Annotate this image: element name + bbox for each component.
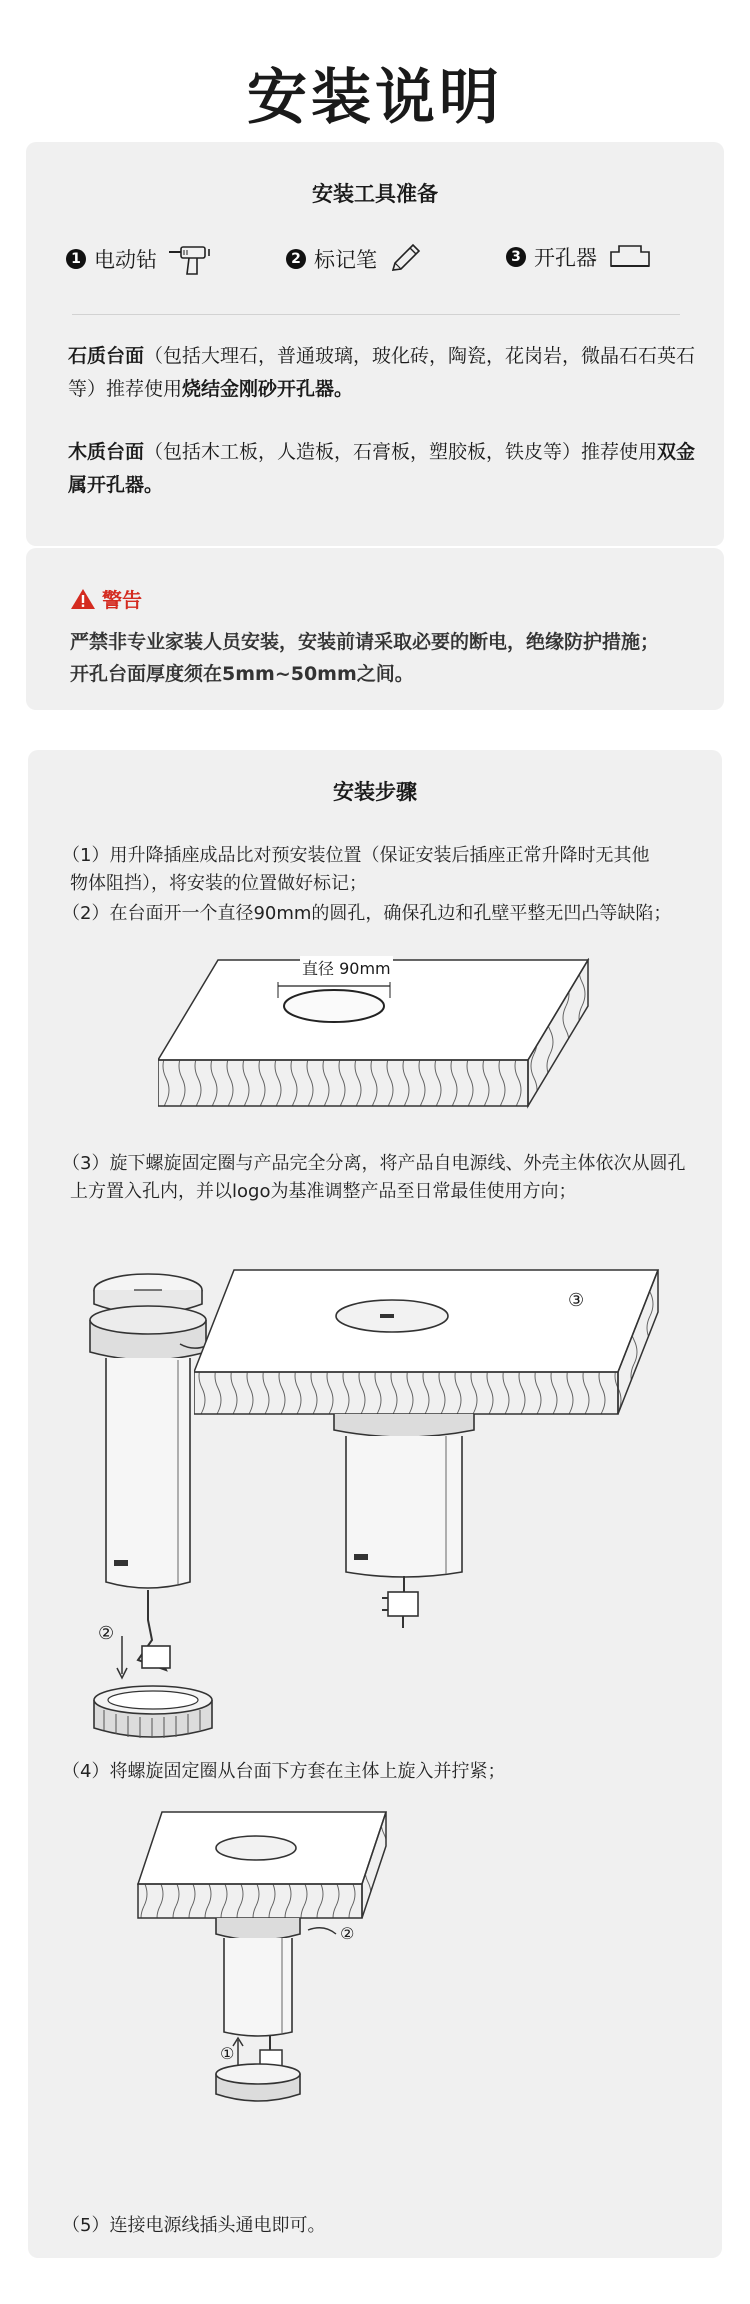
stone-emph: 烧结金刚砂开孔器。 — [182, 378, 354, 400]
marker-2: ② — [98, 1623, 115, 1644]
pencil-icon — [387, 242, 423, 276]
step-line: 物体阻挡），将安装的位置做好标记； — [70, 873, 367, 894]
installed-product-illustration — [194, 1268, 664, 1608]
divider — [72, 314, 680, 315]
tool-number: 3 — [506, 247, 526, 267]
stone-text: （包括大理石，普通玻璃，玻化砖，陶瓷，花岗岩，微晶石石英石等）推荐使用 — [68, 345, 696, 400]
warning-line: 开孔台面厚度须在5mm~50mm之间。 — [70, 663, 414, 685]
tool-label: 电动钻 — [94, 248, 157, 272]
tool-label: 开孔器 — [534, 246, 597, 270]
wood-note — [68, 436, 698, 502]
tools-heading: 安装工具准备 — [312, 182, 438, 206]
tools-card — [26, 142, 724, 546]
tool-item-pencil — [286, 242, 423, 276]
plug-icon — [378, 1586, 428, 1632]
step-1 — [62, 842, 722, 898]
step-line: 上方置入孔内，并以logo为基准调整产品至日常最佳使用方向； — [70, 1181, 577, 1202]
warning-line: 严禁非专业家装人员安装，安装前请采取必要的断电，绝缘防护措施； — [70, 631, 660, 653]
step-4: （4）将螺旋固定圈从台面下方套在主体上旋入并拧紧； — [62, 1761, 506, 1782]
steps-heading: 安装步骤 — [333, 780, 417, 804]
tool-item-hole-saw — [506, 242, 653, 272]
page-title: 安装说明 — [247, 63, 503, 133]
step-3 — [62, 1150, 722, 1206]
step-line: （3）旋下螺旋固定圈与产品完全分离，将产品自电源线、外壳主体依次从圆孔 — [62, 1153, 686, 1174]
warning-card — [26, 548, 724, 710]
drill-icon — [167, 242, 215, 276]
steps-card — [28, 750, 722, 2258]
tighten-ring-illustration — [136, 1810, 396, 2110]
screw-ring-illustration — [88, 1680, 218, 1750]
wood-text: （包括木工板，人造板，石膏板，塑胶板，铁皮等）推荐使用 — [144, 441, 658, 463]
step-5: （5）连接电源线插头通电即可。 — [62, 2215, 326, 2236]
stone-note — [68, 340, 698, 406]
tool-number: 1 — [66, 249, 86, 269]
warning-heading-row — [70, 584, 142, 613]
wood-title: 木质台面 — [68, 441, 145, 463]
marker-1-step4: ① — [220, 2044, 235, 2063]
marker-2-step4: ② — [340, 1924, 355, 1943]
warning-icon — [70, 588, 96, 610]
warning-heading: 警告 — [102, 588, 142, 612]
hole-saw-icon — [607, 242, 653, 272]
board-hole-illustration — [158, 958, 598, 1134]
stone-title: 石质台面 — [68, 345, 145, 367]
step-2: （2）在台面开一个直径90mm的圆孔，确保孔边和孔壁平整无凹凸等缺陷； — [62, 903, 672, 924]
marker-3: ③ — [568, 1290, 585, 1311]
tool-number: 2 — [286, 249, 306, 269]
tool-label: 标记笔 — [314, 248, 377, 272]
warning-text — [70, 626, 710, 690]
tools-list — [66, 242, 686, 282]
step-line: （1）用升降插座成品比对预安装位置（保证安装后插座正常升降时无其他 — [62, 845, 650, 866]
hole-diameter-label: 直径 90mm — [300, 956, 393, 979]
wood-emph: 双金属开孔器。 — [68, 441, 696, 496]
tool-item-drill — [66, 242, 215, 276]
